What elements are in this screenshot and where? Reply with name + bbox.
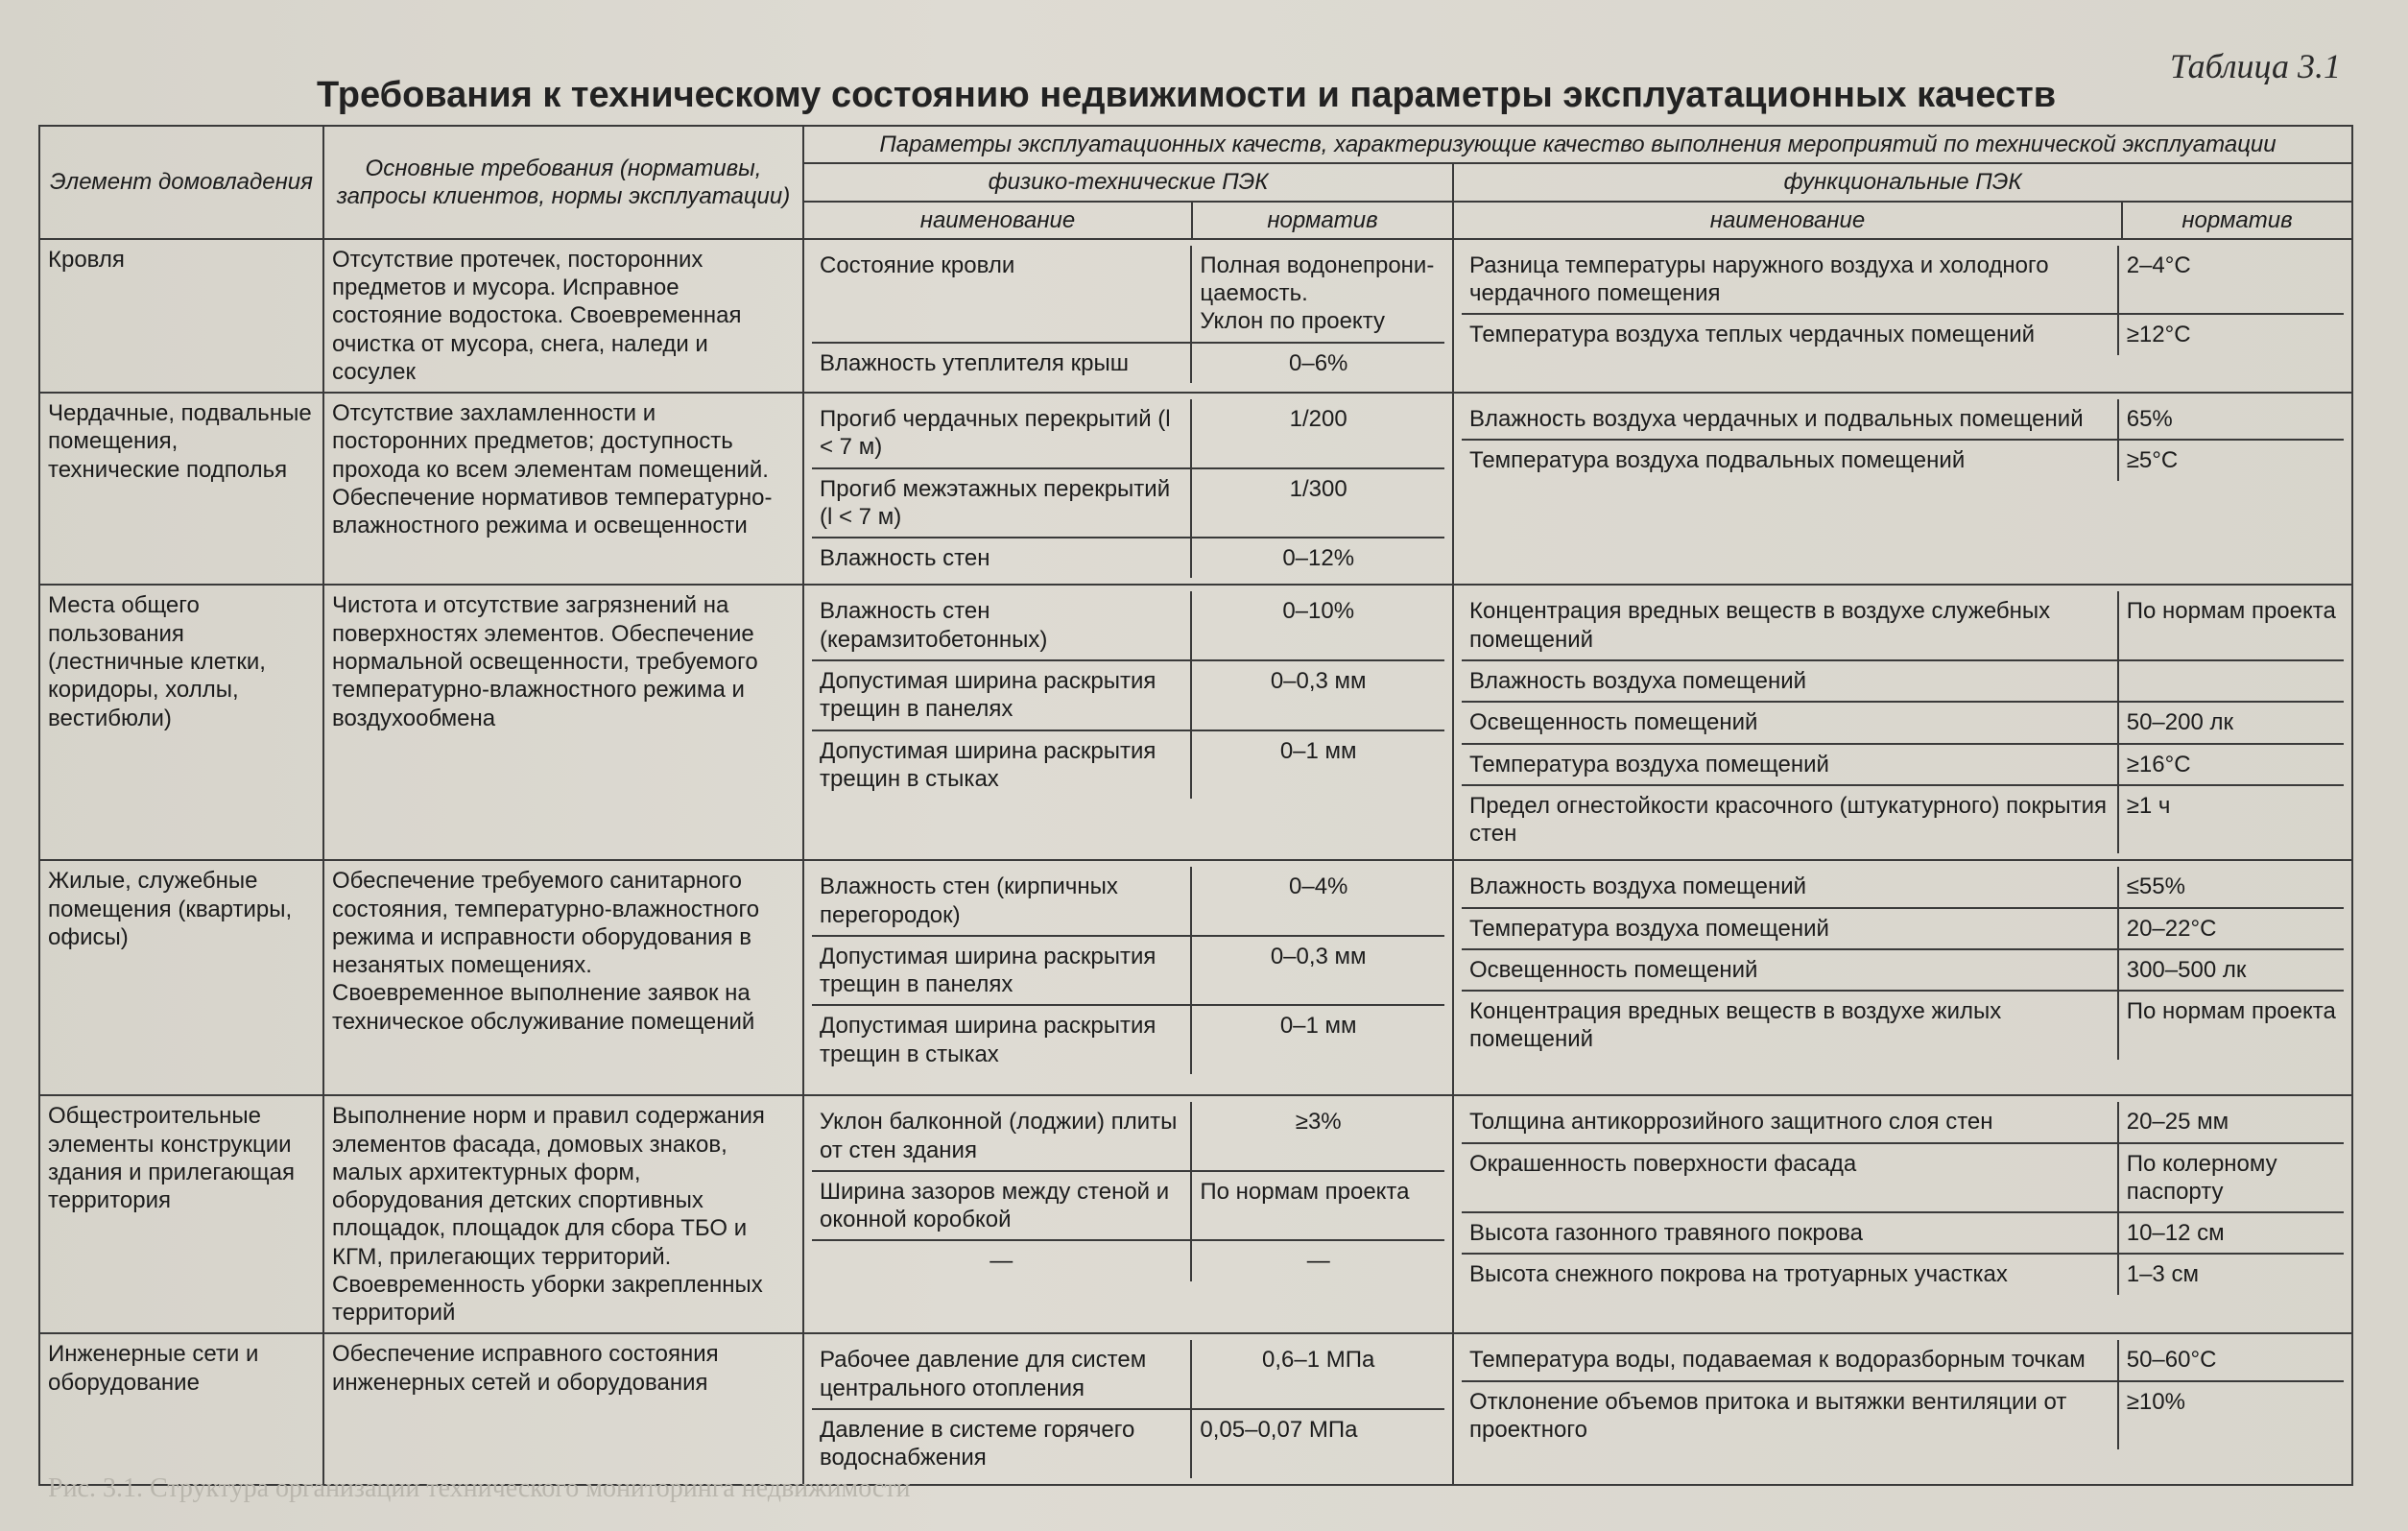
param-norm: По нормам проекта bbox=[2118, 591, 2344, 660]
param-row bbox=[1462, 867, 2344, 907]
param-name: Отклонение объемов притока и вытяжки вентиляции от проектного bbox=[1469, 1388, 2067, 1443]
func-params-cell bbox=[1453, 1333, 2352, 1484]
param-row bbox=[1462, 440, 2344, 480]
header-func-name: наименование bbox=[1453, 202, 2122, 239]
element-cell: Общестроительные элементы конструкции здания и прилегающая территория bbox=[39, 1095, 323, 1333]
param-name: Уклон балконной (лоджии) плиты от стен здания bbox=[812, 1102, 1191, 1171]
requirements-table bbox=[38, 125, 2353, 1486]
func-params-cell bbox=[1453, 585, 2352, 860]
param-name: Влажность стен (керамзитобетонных) bbox=[812, 591, 1191, 660]
param-row bbox=[812, 730, 1444, 800]
param-norm: ≥1 ч bbox=[2118, 785, 2344, 854]
header-element: Элемент домовладения bbox=[39, 126, 323, 239]
header-func-norm: норматив bbox=[2122, 202, 2352, 239]
requirements-cell: Чистота и отсутствие загрязнений на поверхностях элементов. Обеспечение нормальной освещенности, требуемого температурно-влажностного режима и воздухообмена bbox=[323, 585, 803, 860]
param-name: Концентрация вредных веществ в воздухе жилых помещений bbox=[1469, 998, 2002, 1053]
param-name: Концентрация вредных веществ в воздухе служебных помещений bbox=[1462, 591, 2118, 660]
param-name: Состояние кровли bbox=[812, 246, 1191, 343]
param-row bbox=[812, 867, 1444, 936]
param-name: Высота газонного травяного покрова bbox=[1462, 1212, 2118, 1254]
param-row bbox=[812, 1340, 1444, 1409]
param-row bbox=[812, 538, 1444, 578]
param-row bbox=[812, 1171, 1444, 1241]
param-norm: 300–500 лк bbox=[2118, 949, 2344, 991]
param-norm: ≥12°С bbox=[2118, 314, 2344, 354]
param-row bbox=[812, 399, 1444, 468]
param-norm: ≥3% bbox=[1191, 1102, 1444, 1171]
param-row bbox=[1462, 591, 2344, 660]
param-name: Допустимая ширина раскрытия трещин в стыках bbox=[820, 737, 1156, 792]
param-row bbox=[812, 246, 1444, 343]
header-phys-name: наименование bbox=[803, 202, 1192, 239]
param-name: Влажность воздуха помещений bbox=[1462, 867, 2118, 907]
phys-params-cell bbox=[803, 239, 1453, 393]
param-name: Прогиб чердачных перекрытий (l < 7 м) bbox=[812, 399, 1191, 468]
param-norm bbox=[2118, 660, 2344, 702]
param-row bbox=[812, 1005, 1444, 1074]
element-cell: Кровля bbox=[39, 239, 323, 393]
param-row bbox=[1462, 744, 2344, 785]
param-name: Допустимая ширина раскрытия трещин в панелях bbox=[812, 660, 1191, 730]
param-row bbox=[812, 1102, 1444, 1171]
param-name: Ширина зазоров между стеной и оконной коробкой bbox=[812, 1171, 1191, 1241]
param-name: Влажность воздуха помещений bbox=[1462, 660, 2118, 702]
param-row bbox=[1462, 1143, 2344, 1213]
param-norm: 1/300 bbox=[1191, 468, 1444, 538]
param-row bbox=[1462, 660, 2344, 702]
param-name: Освещенность помещений bbox=[1462, 949, 2118, 991]
table-row bbox=[39, 860, 2352, 1095]
param-row bbox=[812, 1240, 1444, 1280]
param-name: Высота снежного покрова на тротуарных участках bbox=[1469, 1261, 2008, 1288]
table-title: Требования к техническому состоянию недвижимости и параметры эксплуатационных качеств bbox=[317, 75, 2057, 115]
param-norm: По нормам проекта bbox=[1191, 1171, 1444, 1241]
param-name: Влажность стен (кирпичных перегородок) bbox=[812, 867, 1191, 936]
header-phys: физико-технические ПЭК bbox=[803, 163, 1453, 201]
param-norm: ≥16°С bbox=[2118, 744, 2344, 785]
param-norm: 0–0,3 мм bbox=[1191, 660, 1444, 730]
param-norm: По нормам проекта bbox=[2118, 991, 2344, 1060]
param-norm: ≥5°С bbox=[2118, 440, 2344, 480]
table-row bbox=[39, 393, 2352, 585]
param-norm: 0–10% bbox=[1191, 591, 1444, 660]
param-name: Толщина антикоррозийного защитного слоя стен bbox=[1462, 1102, 2118, 1142]
param-norm: 0–12% bbox=[1191, 538, 1444, 578]
param-row bbox=[1462, 1381, 2344, 1450]
param-name: Температура воздуха помещений bbox=[1462, 908, 2118, 949]
param-norm: 1–3 см bbox=[2118, 1254, 2344, 1294]
phys-params-cell bbox=[803, 1333, 1453, 1484]
param-norm: 0–4% bbox=[1191, 867, 1444, 936]
param-row bbox=[1462, 246, 2344, 315]
requirements-cell: Отсутствие захламленности и посторонних предметов; доступность прохода ко всем элементам помещений. Обеспечение нормативов температурно-влажностного режима и освещенности bbox=[323, 393, 803, 585]
param-norm: 20–25 мм bbox=[2118, 1102, 2344, 1142]
param-row bbox=[812, 1409, 1444, 1478]
param-row bbox=[812, 591, 1444, 660]
param-norm: 0,6–1 МПа bbox=[1191, 1340, 1444, 1409]
param-norm: ≤55% bbox=[2118, 867, 2344, 907]
param-row bbox=[1462, 908, 2344, 949]
element-cell: Жилые, служебные помещения (квартиры, офисы) bbox=[39, 860, 323, 1095]
param-name: Давление в системе горячего водоснабжения bbox=[820, 1416, 1135, 1471]
param-norm: ≥10% bbox=[2118, 1381, 2344, 1450]
table-row bbox=[39, 1095, 2352, 1333]
param-row bbox=[1462, 1212, 2344, 1254]
param-norm: 10–12 см bbox=[2118, 1212, 2344, 1254]
param-name: Окрашенность поверхности фасада bbox=[1462, 1143, 2118, 1213]
param-name: Влажность утеплителя крыш bbox=[820, 349, 1129, 376]
requirements-cell: Обеспечение исправного состояния инженерных сетей и оборудования bbox=[323, 1333, 803, 1484]
table-row bbox=[39, 1333, 2352, 1484]
param-name: Предел огнестойкости красочного (штукатурного) покрытия стен bbox=[1469, 792, 2108, 848]
func-params-cell bbox=[1453, 860, 2352, 1095]
element-cell: Чердачные, подвальные помещения, технические подполья bbox=[39, 393, 323, 585]
param-row bbox=[1462, 399, 2344, 440]
param-row bbox=[812, 936, 1444, 1006]
param-name: Влажность стен bbox=[820, 545, 990, 572]
param-row bbox=[1462, 1254, 2344, 1294]
param-name: Разница температуры наружного воздуха и холодного чердачного помещения bbox=[1462, 246, 2118, 315]
param-name: Влажность воздуха чердачных и подвальных помещений bbox=[1462, 399, 2118, 440]
param-norm: 0,05–0,07 МПа bbox=[1191, 1409, 1444, 1478]
param-row bbox=[1462, 1340, 2344, 1380]
param-name: Температура воздуха подвальных помещений bbox=[1469, 447, 1966, 474]
header-phys-norm: норматив bbox=[1192, 202, 1453, 239]
phys-params-cell bbox=[803, 860, 1453, 1095]
param-name: Температура воздуха помещений bbox=[1462, 744, 2118, 785]
table-number: Таблица 3.1 bbox=[2169, 47, 2341, 85]
param-row bbox=[1462, 785, 2344, 854]
requirements-cell: Обеспечение требуемого санитарного состояния, температурно-влажностного режима и исправности оборудования в незанятых помещениях. Своевременное выполнение заявок на техническое обслуживание помещений bbox=[323, 860, 803, 1095]
param-norm: 1/200 bbox=[1191, 399, 1444, 468]
phys-params-cell bbox=[803, 393, 1453, 585]
phys-params-cell bbox=[803, 1095, 1453, 1333]
phys-params-cell bbox=[803, 585, 1453, 860]
param-row bbox=[1462, 1102, 2344, 1142]
header-params: Параметры эксплуатационных качеств, характеризующие качество выполнения мероприятий по технической эксплуатации bbox=[803, 126, 2352, 163]
param-name: Рабочее давление для систем центрального отопления bbox=[812, 1340, 1191, 1409]
param-row bbox=[1462, 991, 2344, 1060]
param-name: Прогиб межэтажных перекрытий (l < 7 м) bbox=[812, 468, 1191, 538]
param-row bbox=[812, 343, 1444, 383]
func-params-cell bbox=[1453, 239, 2352, 393]
param-row bbox=[812, 660, 1444, 730]
param-name: — bbox=[989, 1248, 1013, 1275]
param-row bbox=[1462, 949, 2344, 991]
element-cell: Инженерные сети и оборудование bbox=[39, 1333, 323, 1484]
func-params-cell bbox=[1453, 393, 2352, 585]
param-norm: — bbox=[1191, 1240, 1444, 1280]
param-row bbox=[812, 468, 1444, 538]
param-row bbox=[1462, 702, 2344, 743]
header-requirements: Основные требования (нормативы, запросы клиентов, нормы эксплуатации) bbox=[323, 126, 803, 239]
param-norm: 0–1 мм bbox=[1191, 1005, 1444, 1074]
param-norm: 65% bbox=[2118, 399, 2344, 440]
param-name: Температура воды, подаваемая к водоразборным точкам bbox=[1462, 1340, 2118, 1380]
param-row bbox=[1462, 314, 2344, 354]
param-norm: 0–0,3 мм bbox=[1191, 936, 1444, 1006]
ghost-caption: Рис. 3.1. Структура организации технического мониторинга недвижимости bbox=[48, 1473, 911, 1503]
header-func: функциональные ПЭК bbox=[1453, 163, 2352, 201]
param-name: Температура воздуха теплых чердачных помещений bbox=[1469, 322, 2036, 348]
requirements-cell: Выполнение норм и правил содержания элементов фасада, домовых знаков, малых архитектурных форм, оборудования детских спортивных площадок, площадок для сбора ТБО и КГМ, прилегающих территорий. Своевременность уборки закрепленных территорий bbox=[323, 1095, 803, 1333]
param-norm: Полная водонепрони-цаемость. Уклон по проекту bbox=[1191, 246, 1444, 343]
param-norm: По колерному паспорту bbox=[2118, 1143, 2344, 1213]
requirements-cell: Отсутствие протечек, посторонних предметов и мусора. Исправное состояние водостока. Своевременная очистка от мусора, снега, наледи и сосулек bbox=[323, 239, 803, 393]
element-cell: Места общего пользования (лестничные клетки, коридоры, холлы, вестибюли) bbox=[39, 585, 323, 860]
table-row bbox=[39, 585, 2352, 860]
param-name: Допустимая ширина раскрытия трещин в стыках bbox=[820, 1013, 1156, 1067]
param-norm: 2–4°С bbox=[2118, 246, 2344, 315]
func-params-cell bbox=[1453, 1095, 2352, 1333]
param-norm: 0–6% bbox=[1191, 343, 1444, 383]
param-norm: 50–200 лк bbox=[2118, 702, 2344, 743]
param-name: Освещенность помещений bbox=[1462, 702, 2118, 743]
param-norm: 50–60°С bbox=[2118, 1340, 2344, 1380]
param-name: Допустимая ширина раскрытия трещин в панелях bbox=[812, 936, 1191, 1006]
table-row bbox=[39, 239, 2352, 393]
param-norm: 0–1 мм bbox=[1191, 730, 1444, 800]
param-norm: 20–22°С bbox=[2118, 908, 2344, 949]
